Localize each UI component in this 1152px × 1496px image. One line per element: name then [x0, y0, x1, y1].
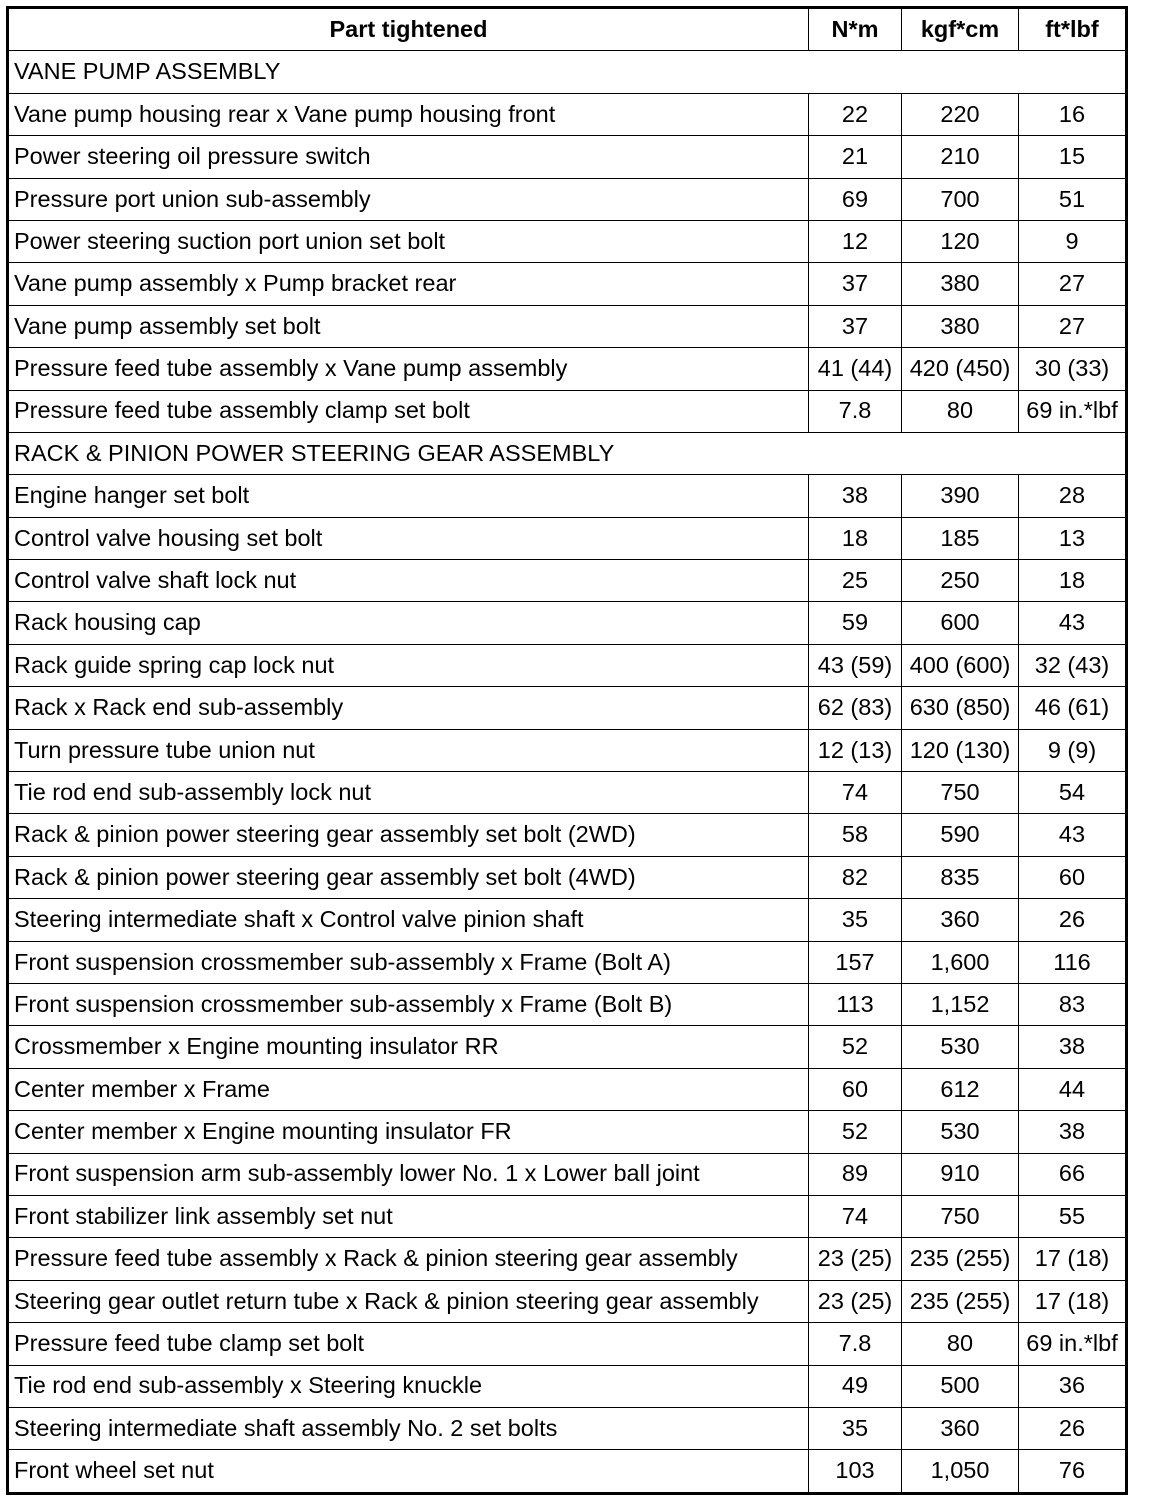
- kgf-value-cell: 700: [902, 178, 1019, 220]
- kgf-value-cell: 1,152: [902, 983, 1019, 1025]
- nm-value-cell: 37: [809, 263, 902, 305]
- nm-value-cell: 18: [809, 517, 902, 559]
- part-name-cell: Front stabilizer link assembly set nut: [8, 1195, 809, 1237]
- table-body: [8, 51, 1127, 1493]
- table-row: [8, 560, 1127, 602]
- kgf-value-cell: 80: [902, 390, 1019, 432]
- part-name-cell: Power steering suction port union set bolt: [8, 220, 809, 262]
- ft-value-cell: 16: [1019, 93, 1127, 135]
- kgf-value-cell: 235 (255): [902, 1238, 1019, 1280]
- nm-value-cell: 23 (25): [809, 1280, 902, 1322]
- ft-value-cell: 28: [1019, 475, 1127, 517]
- nm-value-cell: 62 (83): [809, 687, 902, 729]
- table-row: [8, 899, 1127, 941]
- nm-value-cell: 38: [809, 475, 902, 517]
- table-row: [8, 1153, 1127, 1195]
- table-row: [8, 178, 1127, 220]
- ft-value-cell: 27: [1019, 305, 1127, 347]
- nm-value-cell: 69: [809, 178, 902, 220]
- kgf-value-cell: 360: [902, 899, 1019, 941]
- part-name-cell: Rack guide spring cap lock nut: [8, 644, 809, 686]
- kgf-value-cell: 1,050: [902, 1450, 1019, 1493]
- kgf-value-cell: 235 (255): [902, 1280, 1019, 1322]
- kgf-value-cell: 380: [902, 263, 1019, 305]
- ft-value-cell: 13: [1019, 517, 1127, 559]
- ft-value-cell: 43: [1019, 602, 1127, 644]
- table-row: [8, 93, 1127, 135]
- nm-value-cell: 49: [809, 1365, 902, 1407]
- section-row: [8, 51, 1127, 93]
- table-row: [8, 1111, 1127, 1153]
- header-newton-meter: N*m: [809, 8, 902, 51]
- nm-value-cell: 22: [809, 93, 902, 135]
- kgf-value-cell: 590: [902, 814, 1019, 856]
- table-row: [8, 941, 1127, 983]
- part-name-cell: Steering intermediate shaft assembly No. 2 set bolts: [8, 1407, 809, 1449]
- kgf-value-cell: 210: [902, 136, 1019, 178]
- kgf-value-cell: 120 (130): [902, 729, 1019, 771]
- part-name-cell: Front wheel set nut: [8, 1450, 809, 1493]
- part-name-cell: Turn pressure tube union nut: [8, 729, 809, 771]
- part-name-cell: Rack x Rack end sub-assembly: [8, 687, 809, 729]
- nm-value-cell: 60: [809, 1068, 902, 1110]
- table-row: [8, 517, 1127, 559]
- part-name-cell: Vane pump housing rear x Vane pump housing front: [8, 93, 809, 135]
- kgf-value-cell: 500: [902, 1365, 1019, 1407]
- table-row: [8, 348, 1127, 390]
- part-name-cell: Steering gear outlet return tube x Rack & pinion steering gear assembly: [8, 1280, 809, 1322]
- ft-value-cell: 15: [1019, 136, 1127, 178]
- part-name-cell: Control valve shaft lock nut: [8, 560, 809, 602]
- kgf-value-cell: 1,600: [902, 941, 1019, 983]
- table-row: [8, 1195, 1127, 1237]
- nm-value-cell: 23 (25): [809, 1238, 902, 1280]
- table-row: [8, 644, 1127, 686]
- header-ft-lbf: ft*lbf: [1019, 8, 1127, 51]
- part-name-cell: Tie rod end sub-assembly x Steering knuckle: [8, 1365, 809, 1407]
- section-title: VANE PUMP ASSEMBLY: [8, 51, 1127, 93]
- kgf-value-cell: 835: [902, 856, 1019, 898]
- header-row: [8, 8, 1127, 51]
- ft-value-cell: 54: [1019, 772, 1127, 814]
- ft-value-cell: 76: [1019, 1450, 1127, 1493]
- part-name-cell: Pressure port union sub-assembly: [8, 178, 809, 220]
- kgf-value-cell: 630 (850): [902, 687, 1019, 729]
- part-name-cell: Rack housing cap: [8, 602, 809, 644]
- kgf-value-cell: 530: [902, 1111, 1019, 1153]
- part-name-cell: Control valve housing set bolt: [8, 517, 809, 559]
- table-row: [8, 729, 1127, 771]
- ft-value-cell: 9 (9): [1019, 729, 1127, 771]
- nm-value-cell: 7.8: [809, 390, 902, 432]
- part-name-cell: Front suspension crossmember sub-assembly x Frame (Bolt B): [8, 983, 809, 1025]
- nm-value-cell: 41 (44): [809, 348, 902, 390]
- table-header: [8, 8, 1127, 51]
- part-name-cell: Pressure feed tube clamp set bolt: [8, 1323, 809, 1365]
- ft-value-cell: 60: [1019, 856, 1127, 898]
- table-row: [8, 220, 1127, 262]
- nm-value-cell: 74: [809, 772, 902, 814]
- part-name-cell: Steering intermediate shaft x Control valve pinion shaft: [8, 899, 809, 941]
- nm-value-cell: 35: [809, 899, 902, 941]
- part-name-cell: Engine hanger set bolt: [8, 475, 809, 517]
- ft-value-cell: 116: [1019, 941, 1127, 983]
- table-row: [8, 1407, 1127, 1449]
- kgf-value-cell: 420 (450): [902, 348, 1019, 390]
- ft-value-cell: 17 (18): [1019, 1280, 1127, 1322]
- header-kgf-cm: kgf*cm: [902, 8, 1019, 51]
- table-row: [8, 814, 1127, 856]
- table-row: [8, 1323, 1127, 1365]
- kgf-value-cell: 750: [902, 1195, 1019, 1237]
- kgf-value-cell: 380: [902, 305, 1019, 347]
- nm-value-cell: 82: [809, 856, 902, 898]
- ft-value-cell: 26: [1019, 1407, 1127, 1449]
- ft-value-cell: 9: [1019, 220, 1127, 262]
- nm-value-cell: 89: [809, 1153, 902, 1195]
- part-name-cell: Center member x Frame: [8, 1068, 809, 1110]
- part-name-cell: Pressure feed tube assembly clamp set bolt: [8, 390, 809, 432]
- table-row: [8, 772, 1127, 814]
- kgf-value-cell: 390: [902, 475, 1019, 517]
- nm-value-cell: 113: [809, 983, 902, 1025]
- ft-value-cell: 38: [1019, 1111, 1127, 1153]
- nm-value-cell: 21: [809, 136, 902, 178]
- kgf-value-cell: 612: [902, 1068, 1019, 1110]
- ft-value-cell: 83: [1019, 983, 1127, 1025]
- kgf-value-cell: 600: [902, 602, 1019, 644]
- kgf-value-cell: 750: [902, 772, 1019, 814]
- ft-value-cell: 43: [1019, 814, 1127, 856]
- part-name-cell: Tie rod end sub-assembly lock nut: [8, 772, 809, 814]
- part-name-cell: Pressure feed tube assembly x Rack & pinion steering gear assembly: [8, 1238, 809, 1280]
- part-name-cell: Vane pump assembly x Pump bracket rear: [8, 263, 809, 305]
- nm-value-cell: 12: [809, 220, 902, 262]
- nm-value-cell: 52: [809, 1111, 902, 1153]
- kgf-value-cell: 360: [902, 1407, 1019, 1449]
- ft-value-cell: 66: [1019, 1153, 1127, 1195]
- table-row: [8, 305, 1127, 347]
- table-row: [8, 136, 1127, 178]
- kgf-value-cell: 185: [902, 517, 1019, 559]
- ft-value-cell: 26: [1019, 899, 1127, 941]
- ft-value-cell: 36: [1019, 1365, 1127, 1407]
- section-row: [8, 432, 1127, 474]
- header-part-tightened: Part tightened: [8, 8, 809, 51]
- torque-spec-table: [6, 6, 1128, 1495]
- table-row: [8, 1238, 1127, 1280]
- table-row: [8, 1450, 1127, 1493]
- part-name-cell: Rack & pinion power steering gear assembly set bolt (4WD): [8, 856, 809, 898]
- section-title: RACK & PINION POWER STEERING GEAR ASSEMBLY: [8, 432, 1127, 474]
- nm-value-cell: 58: [809, 814, 902, 856]
- nm-value-cell: 25: [809, 560, 902, 602]
- table-row: [8, 263, 1127, 305]
- nm-value-cell: 37: [809, 305, 902, 347]
- table-row: [8, 1365, 1127, 1407]
- kgf-value-cell: 80: [902, 1323, 1019, 1365]
- part-name-cell: Rack & pinion power steering gear assembly set bolt (2WD): [8, 814, 809, 856]
- ft-value-cell: 69 in.*lbf: [1019, 1323, 1127, 1365]
- table-row: [8, 1280, 1127, 1322]
- kgf-value-cell: 120: [902, 220, 1019, 262]
- table-row: [8, 856, 1127, 898]
- kgf-value-cell: 530: [902, 1026, 1019, 1068]
- kgf-value-cell: 250: [902, 560, 1019, 602]
- nm-value-cell: 103: [809, 1450, 902, 1493]
- part-name-cell: Front suspension arm sub-assembly lower No. 1 x Lower ball joint: [8, 1153, 809, 1195]
- ft-value-cell: 38: [1019, 1026, 1127, 1068]
- table-row: [8, 983, 1127, 1025]
- table-row: [8, 687, 1127, 729]
- table-row: [8, 602, 1127, 644]
- kgf-value-cell: 910: [902, 1153, 1019, 1195]
- ft-value-cell: 18: [1019, 560, 1127, 602]
- part-name-cell: Vane pump assembly set bolt: [8, 305, 809, 347]
- part-name-cell: Center member x Engine mounting insulator FR: [8, 1111, 809, 1153]
- nm-value-cell: 74: [809, 1195, 902, 1237]
- table-row: [8, 1068, 1127, 1110]
- part-name-cell: Crossmember x Engine mounting insulator RR: [8, 1026, 809, 1068]
- ft-value-cell: 30 (33): [1019, 348, 1127, 390]
- ft-value-cell: 32 (43): [1019, 644, 1127, 686]
- nm-value-cell: 7.8: [809, 1323, 902, 1365]
- nm-value-cell: 59: [809, 602, 902, 644]
- nm-value-cell: 157: [809, 941, 902, 983]
- nm-value-cell: 52: [809, 1026, 902, 1068]
- ft-value-cell: 69 in.*lbf: [1019, 390, 1127, 432]
- part-name-cell: Pressure feed tube assembly x Vane pump assembly: [8, 348, 809, 390]
- kgf-value-cell: 400 (600): [902, 644, 1019, 686]
- ft-value-cell: 55: [1019, 1195, 1127, 1237]
- table-row: [8, 475, 1127, 517]
- ft-value-cell: 17 (18): [1019, 1238, 1127, 1280]
- part-name-cell: Power steering oil pressure switch: [8, 136, 809, 178]
- ft-value-cell: 27: [1019, 263, 1127, 305]
- nm-value-cell: 12 (13): [809, 729, 902, 771]
- part-name-cell: Front suspension crossmember sub-assembly x Frame (Bolt A): [8, 941, 809, 983]
- ft-value-cell: 46 (61): [1019, 687, 1127, 729]
- table-row: [8, 390, 1127, 432]
- kgf-value-cell: 220: [902, 93, 1019, 135]
- ft-value-cell: 51: [1019, 178, 1127, 220]
- table-row: [8, 1026, 1127, 1068]
- nm-value-cell: 35: [809, 1407, 902, 1449]
- nm-value-cell: 43 (59): [809, 644, 902, 686]
- ft-value-cell: 44: [1019, 1068, 1127, 1110]
